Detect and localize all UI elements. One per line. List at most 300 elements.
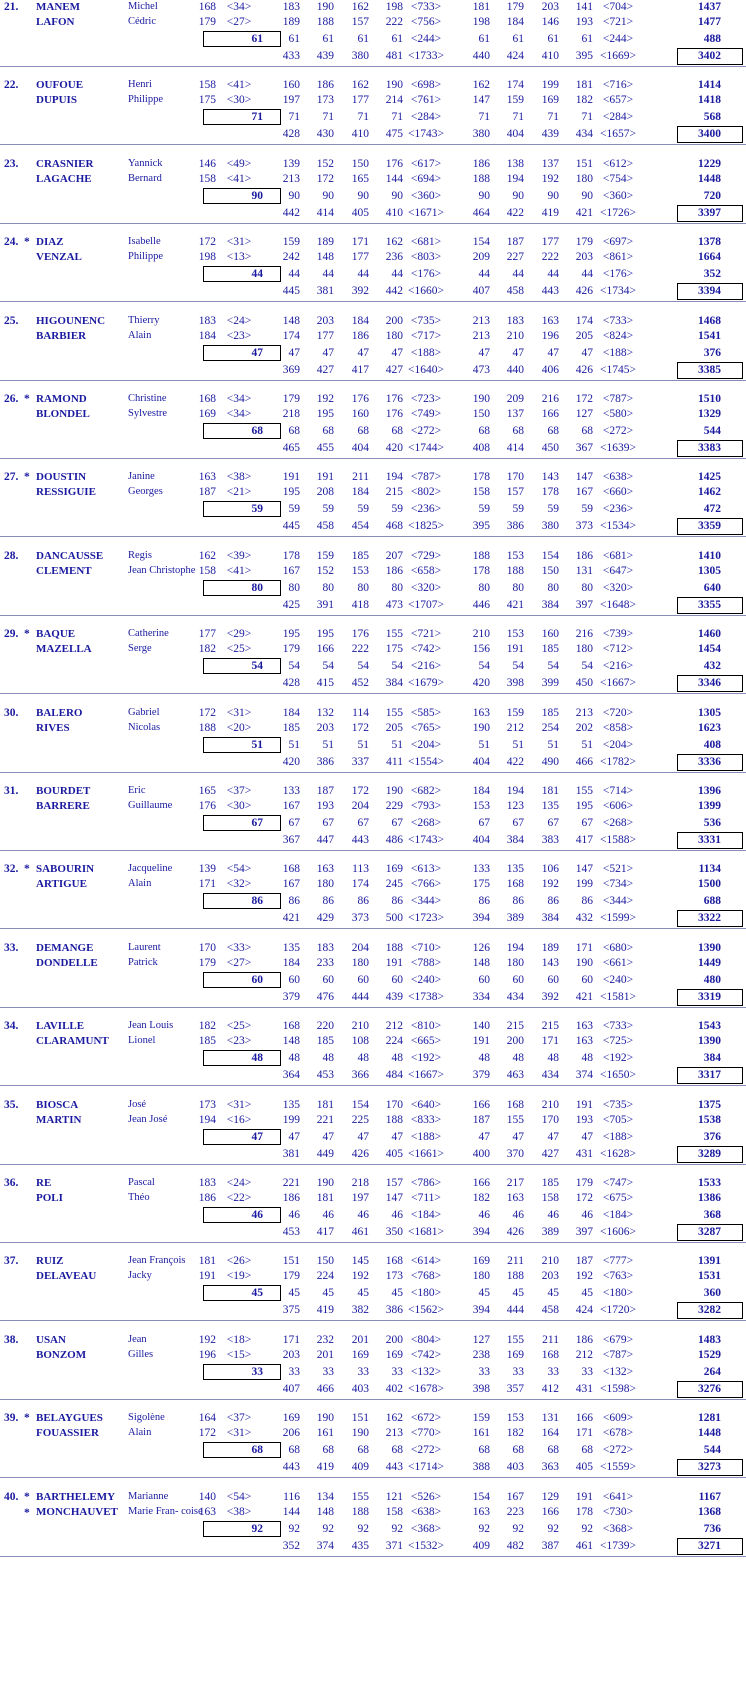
score-cell: 1449 xyxy=(698,956,721,969)
sum-cell: 421 xyxy=(575,990,593,1003)
separator-line xyxy=(0,66,746,67)
sum-cell: 461 xyxy=(351,1226,369,1238)
score-cell: <861> xyxy=(602,251,634,264)
sum-cell: 399 xyxy=(541,677,559,690)
sum-cell: 410 xyxy=(351,128,369,141)
handicap-cell: 47 xyxy=(357,346,369,359)
player-firstname: Nicolas xyxy=(128,721,161,733)
handicap-cell: 54 xyxy=(391,660,403,673)
sum-cell: 419 xyxy=(541,206,559,219)
handicap-cell: <368> xyxy=(602,1522,634,1535)
handicap-cell: 90 xyxy=(547,189,559,202)
score-cell: 179 xyxy=(282,393,300,405)
handicap-cell: 46 xyxy=(478,1209,490,1221)
sum-cell: 404 xyxy=(351,442,369,454)
sum-cell: 461 xyxy=(575,1539,593,1552)
separator-line xyxy=(0,1085,746,1086)
score-cell: 196 xyxy=(198,1348,216,1361)
player-firstname: Isabelle xyxy=(128,236,161,248)
score-cell: 194 xyxy=(385,471,403,484)
score-cell: 146 xyxy=(541,16,559,28)
handicap-cell: <272> xyxy=(410,425,442,437)
handicap-cell: 67 xyxy=(322,817,334,829)
team-total: 3397 xyxy=(698,206,721,219)
score-cell: <617> xyxy=(410,157,442,170)
score-cell: 188 xyxy=(198,721,216,734)
score-cell: 167 xyxy=(506,1490,524,1503)
score-cell: 184 xyxy=(472,785,490,797)
score-cell: <26> xyxy=(226,1255,252,1268)
team-total-box xyxy=(677,283,743,300)
score-cell: 131 xyxy=(575,564,593,577)
sum-cell: 426 xyxy=(351,1147,369,1160)
team-total-box xyxy=(677,1067,743,1084)
sum-cell: <1639> xyxy=(600,442,636,454)
team-block xyxy=(0,470,746,552)
handicap-cell: 46 xyxy=(512,1209,524,1221)
score-cell: <678> xyxy=(602,1427,634,1440)
team-total: 3319 xyxy=(698,990,721,1003)
score-cell: 200 xyxy=(506,1035,524,1048)
score-cell: 163 xyxy=(472,1505,490,1518)
score-cell: 191 xyxy=(282,471,300,484)
score-cell: 185 xyxy=(282,721,300,734)
sum-cell: <1554> xyxy=(408,755,444,768)
handicap-cell: <236> xyxy=(602,503,634,516)
player-firstname: Alain xyxy=(128,1427,152,1439)
score-cell: 195 xyxy=(282,486,300,499)
sum-cell: 427 xyxy=(385,363,403,376)
score-cell: 205 xyxy=(385,721,403,734)
team-total-box xyxy=(677,440,743,457)
score-cell: 176 xyxy=(385,393,403,405)
score-cell: 180 xyxy=(575,643,593,656)
player-lastname: DOUSTIN xyxy=(36,471,87,484)
score-cell: 1305 xyxy=(698,564,721,577)
player-lastname: BLONDEL xyxy=(36,408,90,420)
score-cell: <31> xyxy=(226,706,252,719)
team-rank: 39. xyxy=(4,1412,19,1425)
score-cell: 150 xyxy=(541,564,559,577)
score-cell: <704> xyxy=(602,1,634,13)
player-firstname: Christine xyxy=(128,393,167,404)
separator-line xyxy=(0,380,746,381)
score-cell: <41> xyxy=(226,172,252,185)
handicap-cell: <272> xyxy=(602,425,634,437)
score-cell: <729> xyxy=(410,549,442,562)
player-lastname: DIAZ xyxy=(36,236,64,249)
score-cell: 172 xyxy=(351,785,369,797)
score-cell: 159 xyxy=(506,94,524,107)
score-cell: 191 xyxy=(198,1270,216,1283)
score-cell: 1448 xyxy=(698,1427,721,1440)
handicap-cell: 61 xyxy=(581,33,593,45)
sum-cell: <1738> xyxy=(408,990,444,1003)
sum-cell: 384 xyxy=(541,912,559,925)
handicap-cell: 80 xyxy=(357,581,369,594)
score-cell: 184 xyxy=(198,329,216,342)
handicap-cell: 51 xyxy=(478,738,490,751)
score-cell: 172 xyxy=(575,1192,593,1204)
score-cell: 178 xyxy=(282,549,300,562)
sum-cell: 375 xyxy=(282,1304,300,1317)
sum-cell: 421 xyxy=(506,598,524,611)
score-cell: 194 xyxy=(506,172,524,185)
score-cell: 148 xyxy=(282,1035,300,1048)
sum-cell: 427 xyxy=(316,363,334,376)
score-cell: 178 xyxy=(541,486,559,499)
score-cell: <730> xyxy=(602,1505,634,1518)
team-total: 3331 xyxy=(698,834,721,846)
player-lastname: OUFOUE xyxy=(36,79,84,92)
score-cell: 184 xyxy=(351,486,369,499)
score-cell: <810> xyxy=(410,1020,442,1033)
handicap-cell: 51 xyxy=(547,738,559,751)
handicap-cell: <268> xyxy=(602,817,634,829)
sum-cell: 380 xyxy=(541,520,559,533)
score-cell: 188 xyxy=(506,564,524,577)
handicap-cell: <368> xyxy=(410,1522,442,1535)
separator-line xyxy=(0,1556,746,1557)
score-cell: 203 xyxy=(316,721,334,734)
team-rank: 22. xyxy=(4,79,19,92)
score-cell: 222 xyxy=(385,16,403,28)
score-cell: 191 xyxy=(575,1490,593,1503)
handicap-cell: <192> xyxy=(410,1052,442,1065)
handicap-cell: 67 xyxy=(512,817,524,829)
score-cell: 147 xyxy=(385,1192,403,1204)
score-cell: 213 xyxy=(385,1427,403,1440)
score-cell: 1477 xyxy=(698,16,721,28)
score-cell: 218 xyxy=(282,408,300,420)
score-cell: <754> xyxy=(602,172,634,185)
handicap-cell: 47 xyxy=(547,1130,559,1143)
score-cell: 161 xyxy=(472,1427,490,1440)
sum-cell: 475 xyxy=(385,128,403,141)
sum-cell: 490 xyxy=(541,755,559,768)
sum-cell: 379 xyxy=(282,990,300,1003)
score-cell: 211 xyxy=(352,471,369,484)
team-rank: 21. xyxy=(4,1,19,13)
handicap-cell: <132> xyxy=(602,1365,634,1378)
score-cell: 168 xyxy=(198,393,216,405)
star-marker: * xyxy=(24,471,30,484)
player-firstname: Catherine xyxy=(128,628,169,640)
sum-cell: 404 xyxy=(506,128,524,141)
separator-line xyxy=(0,1477,746,1478)
team-total-box xyxy=(677,675,743,692)
sum-cell: 407 xyxy=(472,285,490,298)
score-cell: <31> xyxy=(226,236,252,249)
score-cell: <638> xyxy=(410,1505,442,1518)
score-cell: 174 xyxy=(282,329,300,342)
score-cell: 186 xyxy=(316,79,334,92)
score-cell: 181 xyxy=(316,1098,334,1111)
score-cell: 170 xyxy=(506,471,524,484)
score-cell: <735> xyxy=(410,314,442,327)
separator-line xyxy=(0,1320,746,1321)
handicap-cell: 61 xyxy=(512,33,524,45)
sum-cell: 389 xyxy=(541,1226,559,1238)
team-total: 3385 xyxy=(698,363,721,376)
team-total: 3322 xyxy=(698,912,721,925)
score-cell: 177 xyxy=(351,94,369,107)
score-cell: 242 xyxy=(282,251,300,264)
score-cell: 168 xyxy=(282,1020,300,1033)
score-cell: 155 xyxy=(575,785,593,797)
score-cell: <27> xyxy=(226,16,252,28)
score-cell: 245 xyxy=(385,878,403,891)
sum-cell: 420 xyxy=(472,677,490,690)
handicap-cell: 51 xyxy=(581,738,593,751)
score-cell: 132 xyxy=(316,706,334,719)
team-rank: 37. xyxy=(4,1255,19,1268)
handicap-cell: 60 xyxy=(391,973,403,986)
score-cell: 188 xyxy=(385,1113,403,1126)
sum-cell: <1720> xyxy=(600,1304,636,1317)
player-firstname: Serge xyxy=(128,643,152,655)
score-cell: 1229 xyxy=(698,157,721,170)
score-cell: 147 xyxy=(575,863,593,876)
score-cell: 192 xyxy=(541,172,559,185)
score-cell: <13> xyxy=(226,251,252,264)
handicap-cell: 51 xyxy=(322,738,334,751)
team-total: 3400 xyxy=(698,128,721,141)
score-cell: 254 xyxy=(541,721,559,734)
player-firstname: Philippe xyxy=(128,251,164,263)
sum-cell: 453 xyxy=(282,1226,300,1238)
score-cell: 178 xyxy=(472,471,490,484)
score-cell: 195 xyxy=(575,800,593,812)
score-cell: 153 xyxy=(351,564,369,577)
score-cell: <721> xyxy=(602,16,634,28)
handicap-cell: 45 xyxy=(288,1287,300,1300)
sum-cell: 381 xyxy=(316,285,334,298)
score-cell: 172 xyxy=(316,172,334,185)
score-cell: 203 xyxy=(575,251,593,264)
score-cell: 181 xyxy=(575,79,593,92)
score-cell: 169 xyxy=(472,1255,490,1268)
sum-cell: 398 xyxy=(506,677,524,690)
handicap-cell: <204> xyxy=(602,738,634,751)
score-cell: 212 xyxy=(575,1348,593,1361)
handicap-cell: 33 xyxy=(288,1365,300,1378)
handicap-cell: 92 xyxy=(547,1522,559,1535)
score-cell: 140 xyxy=(198,1490,216,1503)
sum-cell: <1628> xyxy=(600,1147,636,1160)
handicap-cell: <132> xyxy=(410,1365,442,1378)
handicap-cell: 67 xyxy=(391,817,403,829)
score-cell: 157 xyxy=(351,16,369,28)
handicap-cell: 51 xyxy=(391,738,403,751)
handicap-cell: <184> xyxy=(602,1209,634,1221)
score-cell: 182 xyxy=(506,1427,524,1440)
team-handicap: 54 xyxy=(251,660,263,673)
score-cell: 171 xyxy=(575,941,593,954)
score-cell: 190 xyxy=(316,1412,334,1425)
score-cell: 159 xyxy=(282,236,300,249)
sum-cell: 426 xyxy=(575,285,593,298)
score-cell: <739> xyxy=(602,628,634,641)
score-cell: <24> xyxy=(226,1177,252,1189)
handicap-cell: <188> xyxy=(602,346,634,359)
score-cell: 213 xyxy=(472,329,490,342)
score-cell: 190 xyxy=(316,1177,334,1189)
score-cell: <661> xyxy=(602,956,634,969)
score-cell: 192 xyxy=(316,393,334,405)
handicap-cell: 472 xyxy=(703,503,721,516)
score-cell: 185 xyxy=(198,1035,216,1048)
team-rank: 28. xyxy=(4,549,19,562)
score-cell: 163 xyxy=(575,1020,593,1033)
handicap-cell: 92 xyxy=(357,1522,369,1535)
sum-cell: <1650> xyxy=(600,1069,636,1082)
score-cell: 1460 xyxy=(698,628,721,641)
score-cell: 146 xyxy=(198,157,216,170)
player-lastname: HIGOUNENC xyxy=(36,314,106,327)
score-cell: 158 xyxy=(541,1192,559,1204)
sum-cell: 405 xyxy=(351,206,369,219)
handicap-cell: 44 xyxy=(478,268,490,281)
score-cell: <763> xyxy=(602,1270,634,1283)
player-lastname: CLARAMUNT xyxy=(36,1035,109,1048)
separator-line xyxy=(0,615,746,616)
score-cell: <824> xyxy=(602,329,634,342)
score-cell: 206 xyxy=(282,1427,300,1440)
score-cell: 153 xyxy=(472,800,490,812)
sum-cell: 398 xyxy=(472,1382,490,1395)
player-lastname: MANEM xyxy=(36,1,80,13)
sum-cell: 392 xyxy=(351,285,369,298)
sum-cell: 380 xyxy=(472,128,490,141)
handicap-cell: 61 xyxy=(357,33,369,45)
score-cell: 153 xyxy=(506,628,524,641)
team-total: 3273 xyxy=(698,1461,721,1474)
player-firstname: Jean Christophe xyxy=(128,564,196,576)
team-block xyxy=(0,627,746,709)
team-total-box xyxy=(677,1224,743,1241)
sum-cell: 440 xyxy=(506,363,524,376)
score-cell: 1541 xyxy=(698,329,721,342)
score-cell: <25> xyxy=(226,1020,252,1033)
sum-cell: <1599> xyxy=(600,912,636,925)
score-cell: 137 xyxy=(541,157,559,170)
handicap-cell: 86 xyxy=(512,895,524,908)
score-cell: 169 xyxy=(385,1348,403,1361)
handicap-cell: 92 xyxy=(512,1522,524,1535)
sum-cell: <1743> xyxy=(408,128,444,141)
score-cell: 139 xyxy=(198,863,216,876)
score-cell: 203 xyxy=(541,1270,559,1283)
handicap-cell: 90 xyxy=(391,189,403,202)
handicap-cell: 59 xyxy=(512,503,524,516)
sum-cell: 473 xyxy=(385,598,403,611)
handicap-cell: 51 xyxy=(512,738,524,751)
handicap-cell: 51 xyxy=(288,738,300,751)
handicap-cell: 46 xyxy=(357,1209,369,1221)
star-marker: * xyxy=(24,863,30,876)
sum-cell: 407 xyxy=(282,1382,300,1395)
score-cell: 183 xyxy=(316,941,334,954)
sum-cell: 418 xyxy=(351,598,369,611)
sum-cell: 382 xyxy=(351,1304,369,1317)
sum-cell: 434 xyxy=(575,128,593,141)
separator-line xyxy=(0,1242,746,1243)
score-cell: 171 xyxy=(198,878,216,891)
score-cell: 210 xyxy=(541,1255,559,1268)
score-cell: 151 xyxy=(575,157,593,170)
score-cell: 185 xyxy=(316,1035,334,1048)
sum-cell: 452 xyxy=(351,677,369,690)
sum-cell: 409 xyxy=(351,1461,369,1474)
score-cell: 176 xyxy=(385,408,403,420)
handicap-cell: 54 xyxy=(512,660,524,673)
score-cell: 186 xyxy=(282,1192,300,1204)
team-total: 3317 xyxy=(698,1069,721,1082)
player-lastname: BIOSCA xyxy=(36,1098,79,1111)
score-cell: 159 xyxy=(506,706,524,719)
team-total: 3276 xyxy=(698,1382,721,1395)
score-cell: 188 xyxy=(472,549,490,562)
handicap-cell: 54 xyxy=(547,660,559,673)
score-cell: <786> xyxy=(410,1177,442,1189)
sum-cell: 454 xyxy=(351,520,369,533)
team-handicap: 80 xyxy=(251,581,263,594)
score-cell: <712> xyxy=(602,643,634,656)
sum-cell: 484 xyxy=(385,1069,403,1082)
score-cell: 1390 xyxy=(698,941,721,954)
score-cell: 145 xyxy=(351,1255,369,1268)
score-cell: 134 xyxy=(316,1490,334,1503)
score-cell: <682> xyxy=(410,785,442,797)
score-cell: <717> xyxy=(410,329,442,342)
score-cell: 227 xyxy=(506,251,524,264)
handicap-cell: <176> xyxy=(602,268,634,281)
separator-line xyxy=(0,772,746,773)
score-cell: 152 xyxy=(316,157,334,170)
team-total-box xyxy=(677,518,743,535)
sum-cell: 405 xyxy=(575,1461,593,1474)
score-cell: 221 xyxy=(316,1113,334,1126)
score-cell: 194 xyxy=(506,785,524,797)
team-handicap: 61 xyxy=(251,33,263,45)
handicap-cell: 68 xyxy=(512,1444,524,1457)
handicap-cell: 47 xyxy=(512,346,524,359)
score-cell: 200 xyxy=(385,314,403,327)
team-handicap: 59 xyxy=(251,503,263,516)
handicap-cell: 47 xyxy=(581,1130,593,1143)
score-cell: 183 xyxy=(506,314,524,327)
team-total-box xyxy=(677,910,743,927)
player-lastname: BARRERE xyxy=(36,800,90,812)
score-cell: <38> xyxy=(226,1505,252,1518)
score-cell: 140 xyxy=(472,1020,490,1033)
sum-cell: 434 xyxy=(506,990,524,1003)
team-block xyxy=(0,1411,746,1493)
score-cell: 113 xyxy=(352,863,369,876)
score-cell: 225 xyxy=(351,1113,369,1126)
player-lastname: RIVES xyxy=(36,721,70,734)
handicap-cell: <188> xyxy=(410,346,442,359)
sum-cell: <1739> xyxy=(600,1539,636,1552)
score-cell: <749> xyxy=(410,408,442,420)
score-cell: <768> xyxy=(410,1270,442,1283)
handicap-cell: <344> xyxy=(410,895,442,908)
handicap-cell: 80 xyxy=(322,581,334,594)
score-cell: 158 xyxy=(385,1505,403,1518)
sum-cell: 431 xyxy=(575,1382,593,1395)
score-cell: 191 xyxy=(316,471,334,484)
